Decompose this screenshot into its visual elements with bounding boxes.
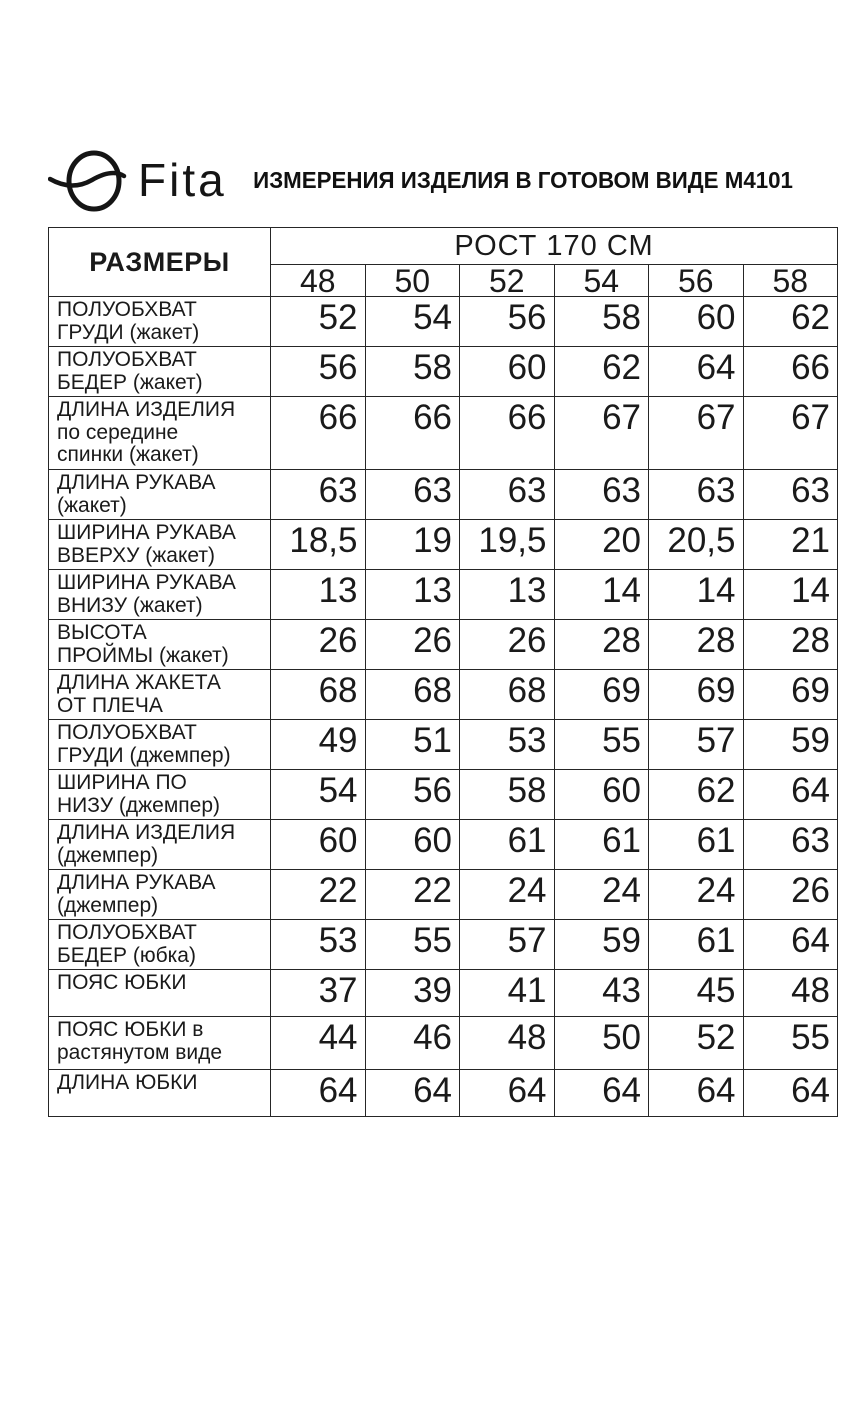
measurement-value: 20 <box>554 520 649 570</box>
measurement-value: 69 <box>649 670 744 720</box>
measurement-value: 55 <box>554 720 649 770</box>
measurement-label: ПОЯС ЮБКИ в растянутом виде <box>49 1017 271 1070</box>
measurement-value: 26 <box>365 620 460 670</box>
measurement-value: 66 <box>743 347 838 397</box>
measurement-label: ПОЯС ЮБКИ <box>49 970 271 1017</box>
measurement-value: 64 <box>743 770 838 820</box>
measurement-value: 64 <box>743 920 838 970</box>
size-column-header: 50 <box>365 265 460 297</box>
measurement-value: 59 <box>743 720 838 770</box>
measurement-label: ПОЛУОБХВАТ ГРУДИ (жакет) <box>49 297 271 347</box>
measurement-value: 28 <box>554 620 649 670</box>
measurement-value: 61 <box>460 820 555 870</box>
measurement-value: 54 <box>271 770 366 820</box>
measurement-value: 66 <box>271 397 366 470</box>
measurement-row <box>49 970 838 1017</box>
measurement-value: 44 <box>271 1017 366 1070</box>
measurement-value: 61 <box>649 820 744 870</box>
measurement-value: 69 <box>743 670 838 720</box>
measurement-value: 21 <box>743 520 838 570</box>
measurement-value: 66 <box>365 397 460 470</box>
measurement-value: 69 <box>554 670 649 720</box>
measurement-value: 13 <box>271 570 366 620</box>
measurement-value: 58 <box>460 770 555 820</box>
measurement-value: 60 <box>460 347 555 397</box>
measurement-row <box>49 1070 838 1117</box>
measurement-value: 13 <box>365 570 460 620</box>
page-header <box>48 146 838 214</box>
measurement-value: 63 <box>649 470 744 520</box>
measurement-value: 48 <box>460 1017 555 1070</box>
measurement-value: 24 <box>460 870 555 920</box>
measurement-value: 62 <box>649 770 744 820</box>
height-group-header: РОСТ 170 СМ <box>271 228 838 265</box>
measurement-label: ПОЛУОБХВАТ ГРУДИ (джемпер) <box>49 720 271 770</box>
measurement-label: ДЛИНА ИЗДЕЛИЯ по середине спинки (жакет) <box>49 397 271 470</box>
measurement-value: 63 <box>554 470 649 520</box>
measurement-value: 60 <box>649 297 744 347</box>
measurement-value: 14 <box>554 570 649 620</box>
measurement-value: 43 <box>554 970 649 1017</box>
measurement-value: 67 <box>649 397 744 470</box>
measurement-value: 49 <box>271 720 366 770</box>
measurement-value: 63 <box>460 470 555 520</box>
size-column-header: 56 <box>649 265 744 297</box>
measurement-label: ДЛИНА ЮБКИ <box>49 1070 271 1117</box>
fita-logo <box>48 147 244 213</box>
measurement-value: 52 <box>649 1017 744 1070</box>
measurement-label: ПОЛУОБХВАТ БЕДЕР (юбка) <box>49 920 271 970</box>
measurement-value: 37 <box>271 970 366 1017</box>
measurement-value: 56 <box>460 297 555 347</box>
measurement-value: 64 <box>554 1070 649 1117</box>
measurement-row <box>49 570 838 620</box>
measurement-value: 26 <box>460 620 555 670</box>
measurement-value: 50 <box>554 1017 649 1070</box>
measurement-value: 22 <box>271 870 366 920</box>
size-column-header: 58 <box>743 265 838 297</box>
measurement-value: 64 <box>271 1070 366 1117</box>
measurement-value: 61 <box>554 820 649 870</box>
measurement-value: 68 <box>365 670 460 720</box>
measurement-value: 64 <box>649 347 744 397</box>
measurement-value: 59 <box>554 920 649 970</box>
measurement-label: ДЛИНА РУКАВА (джемпер) <box>49 870 271 920</box>
measurement-value: 24 <box>554 870 649 920</box>
measurement-value: 14 <box>649 570 744 620</box>
measurement-value: 57 <box>649 720 744 770</box>
circle-wave-emblem-icon <box>48 147 130 213</box>
measurement-value: 67 <box>554 397 649 470</box>
measurement-value: 55 <box>365 920 460 970</box>
measurement-value: 26 <box>743 870 838 920</box>
sizes-corner-header: РАЗМЕРЫ <box>49 228 271 297</box>
table-header-row <box>49 228 838 265</box>
size-column-header: 52 <box>460 265 555 297</box>
measurement-value: 56 <box>271 347 366 397</box>
size-chart-page <box>48 146 838 1117</box>
measurement-row <box>49 770 838 820</box>
measurement-value: 19,5 <box>460 520 555 570</box>
measurement-value: 63 <box>743 470 838 520</box>
measurement-value: 53 <box>460 720 555 770</box>
measurement-value: 26 <box>271 620 366 670</box>
measurement-label: ДЛИНА ИЗДЕЛИЯ (джемпер) <box>49 820 271 870</box>
measurement-value: 61 <box>649 920 744 970</box>
measurement-row <box>49 347 838 397</box>
measurement-value: 13 <box>460 570 555 620</box>
measurement-value: 63 <box>743 820 838 870</box>
measurement-row <box>49 1017 838 1070</box>
measurement-value: 28 <box>743 620 838 670</box>
measurement-label: ВЫСОТА ПРОЙМЫ (жакет) <box>49 620 271 670</box>
page-title: ИЗМЕРЕНИЯ ИЗДЕЛИЯ В ГОТОВОМ ВИДЕ М4101 <box>253 166 793 193</box>
measurement-value: 63 <box>271 470 366 520</box>
measurement-row <box>49 620 838 670</box>
brand-name: Fita <box>138 154 227 206</box>
measurement-value: 52 <box>271 297 366 347</box>
measurement-label: ДЛИНА ЖАКЕТА ОТ ПЛЕЧА <box>49 670 271 720</box>
measurement-value: 22 <box>365 870 460 920</box>
measurement-value: 18,5 <box>271 520 366 570</box>
measurement-value: 64 <box>743 1070 838 1117</box>
measurement-value: 19 <box>365 520 460 570</box>
measurement-value: 60 <box>271 820 366 870</box>
measurement-value: 60 <box>365 820 460 870</box>
measurement-value: 67 <box>743 397 838 470</box>
measurement-row <box>49 720 838 770</box>
measurement-value: 53 <box>271 920 366 970</box>
size-column-header: 48 <box>271 265 366 297</box>
measurement-value: 20,5 <box>649 520 744 570</box>
measurement-value: 55 <box>743 1017 838 1070</box>
measurement-value: 62 <box>554 347 649 397</box>
measurement-value: 56 <box>365 770 460 820</box>
measurement-value: 24 <box>649 870 744 920</box>
measurement-row <box>49 297 838 347</box>
measurement-value: 46 <box>365 1017 460 1070</box>
measurement-value: 58 <box>365 347 460 397</box>
measurement-value: 45 <box>649 970 744 1017</box>
measurement-label: ДЛИНА РУКАВА (жакет) <box>49 470 271 520</box>
measurement-value: 51 <box>365 720 460 770</box>
measurement-label: ШИРИНА ПО НИЗУ (джемпер) <box>49 770 271 820</box>
measurement-value: 39 <box>365 970 460 1017</box>
measurements-table <box>48 227 838 1117</box>
measurement-value: 57 <box>460 920 555 970</box>
measurement-value: 28 <box>649 620 744 670</box>
measurement-value: 41 <box>460 970 555 1017</box>
measurement-value: 66 <box>460 397 555 470</box>
measurement-value: 63 <box>365 470 460 520</box>
measurement-value: 48 <box>743 970 838 1017</box>
measurement-value: 68 <box>460 670 555 720</box>
measurement-value: 64 <box>649 1070 744 1117</box>
measurement-row <box>49 670 838 720</box>
measurement-label: ШИРИНА РУКАВА ВВЕРХУ (жакет) <box>49 520 271 570</box>
measurement-row <box>49 870 838 920</box>
measurement-row <box>49 520 838 570</box>
measurement-row <box>49 920 838 970</box>
measurement-value: 68 <box>271 670 366 720</box>
measurement-row <box>49 397 838 470</box>
measurement-row <box>49 820 838 870</box>
measurement-row <box>49 470 838 520</box>
size-column-header: 54 <box>554 265 649 297</box>
measurement-value: 58 <box>554 297 649 347</box>
measurement-value: 64 <box>460 1070 555 1117</box>
measurement-value: 64 <box>365 1070 460 1117</box>
measurement-value: 62 <box>743 297 838 347</box>
measurement-value: 54 <box>365 297 460 347</box>
measurement-label: ПОЛУОБХВАТ БЕДЕР (жакет) <box>49 347 271 397</box>
measurement-value: 14 <box>743 570 838 620</box>
measurement-value: 60 <box>554 770 649 820</box>
measurement-label: ШИРИНА РУКАВА ВНИЗУ (жакет) <box>49 570 271 620</box>
